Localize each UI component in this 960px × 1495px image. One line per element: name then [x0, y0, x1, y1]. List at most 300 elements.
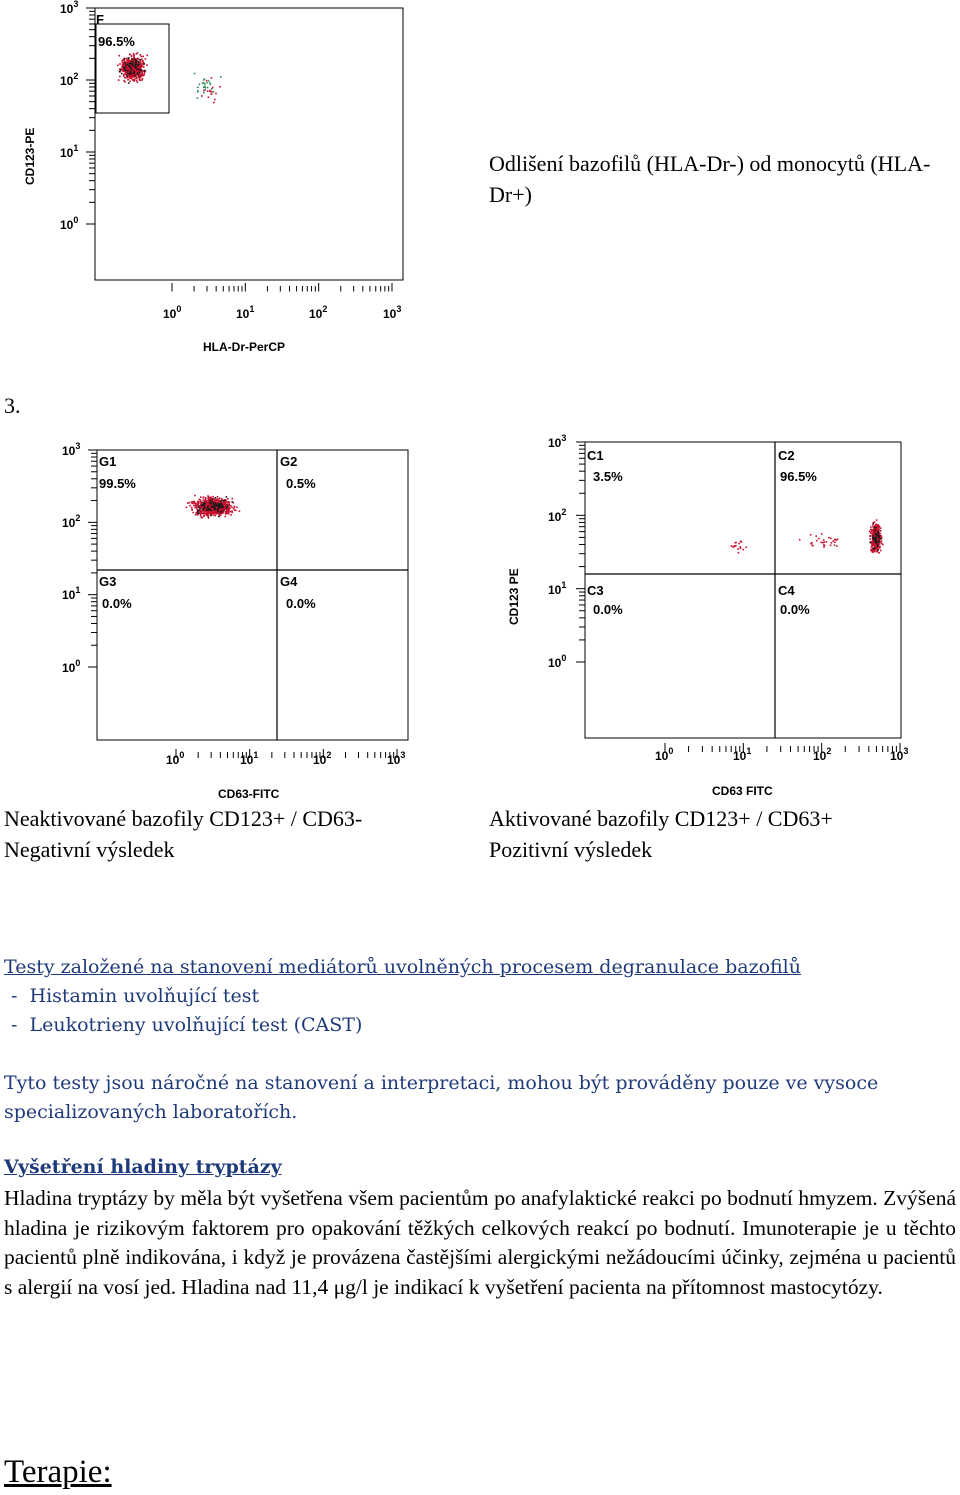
data-point [877, 544, 879, 546]
data-point [873, 544, 875, 546]
data-point [139, 72, 141, 74]
data-point [123, 74, 125, 76]
data-point [872, 533, 874, 535]
data-point [140, 62, 142, 64]
data-point [199, 508, 201, 510]
data-point [230, 505, 232, 507]
data-point [131, 61, 133, 63]
data-point [141, 69, 143, 71]
plot-top-y-tick-label: $10^1$ [60, 143, 79, 160]
therapy-heading: Terapie: [4, 1454, 112, 1490]
data-point [197, 512, 199, 514]
data-point [205, 497, 207, 499]
data-point [876, 519, 878, 521]
data-point [874, 537, 876, 539]
mediator-item: - Histamin uvolňující test [11, 985, 260, 1007]
data-point [198, 510, 200, 512]
data-point [124, 73, 126, 75]
data-point [820, 542, 822, 544]
data-point [226, 496, 228, 498]
data-point [799, 539, 801, 541]
plot-left-quadrant-label: G1 [99, 454, 117, 469]
plot-top [0, 0, 420, 360]
mediator-item-label: Leukotrieny uvolňující test (CAST) [29, 1014, 363, 1036]
data-point [206, 512, 208, 514]
plot-top-x-tick-label: $10^3$ [383, 304, 402, 321]
data-point [227, 498, 229, 500]
data-point [219, 505, 221, 507]
plot-right-y-tick-label: $10^0$ [548, 653, 567, 670]
caption-left [4, 803, 362, 865]
data-point [206, 509, 208, 511]
data-point [141, 56, 143, 58]
data-point [122, 70, 124, 72]
data-point [219, 513, 221, 515]
data-point [234, 509, 236, 511]
data-point [121, 62, 123, 64]
data-point [138, 64, 140, 66]
data-point [869, 538, 871, 540]
data-point [230, 511, 232, 513]
data-point [217, 501, 219, 503]
caption-right-line1: Aktivované bazofily CD123+ / CD63+ [489, 806, 833, 831]
data-point [123, 58, 125, 60]
data-point [197, 97, 199, 99]
plot-right-y-axis-label: CD123 PE [507, 568, 521, 625]
data-point [834, 539, 836, 541]
data-point [135, 63, 137, 65]
data-point [189, 505, 191, 507]
data-point [203, 82, 205, 84]
data-point [871, 546, 873, 548]
data-point [874, 530, 876, 532]
data-point [211, 499, 213, 501]
data-point [209, 90, 211, 92]
data-point [211, 93, 213, 95]
data-point [134, 75, 136, 77]
data-point [139, 69, 141, 71]
data-point [210, 509, 212, 511]
data-point [220, 509, 222, 511]
data-point [223, 512, 225, 514]
data-point [122, 68, 124, 70]
data-point [823, 544, 825, 546]
data-point [191, 501, 193, 503]
data-point [824, 542, 826, 544]
data-point [738, 552, 740, 554]
data-point [207, 90, 209, 92]
data-point [870, 526, 872, 528]
plot-top-y-tick-label: $10^2$ [60, 71, 79, 88]
data-point [735, 542, 737, 544]
data-point [219, 497, 221, 499]
data-point [131, 75, 133, 77]
data-point [201, 517, 203, 519]
plot-top-gate-percent: 96.5% [98, 34, 135, 49]
data-point [874, 525, 876, 527]
data-point [191, 507, 193, 509]
data-point [211, 501, 213, 503]
data-point [217, 508, 219, 510]
data-point [828, 537, 830, 539]
data-point [874, 540, 876, 542]
data-point [871, 549, 873, 551]
data-point [198, 503, 200, 505]
data-point [198, 499, 200, 501]
data-point [123, 63, 125, 65]
data-point [225, 499, 227, 501]
data-point [879, 535, 881, 537]
data-point [229, 504, 231, 506]
data-point [202, 513, 204, 515]
plot-right-quadrant-percent: 96.5% [780, 469, 817, 484]
data-point [198, 505, 200, 507]
data-point [826, 541, 828, 543]
data-point [200, 502, 202, 504]
data-point [875, 542, 877, 544]
data-point [194, 73, 196, 75]
data-point [131, 69, 133, 71]
data-point [738, 543, 740, 545]
data-point [229, 502, 231, 504]
caption-left-line2: Negativní výsledek [4, 837, 175, 862]
plot-left-x-tick-label: $10^0$ [166, 750, 185, 767]
data-point [120, 69, 122, 71]
data-point [876, 537, 878, 539]
data-point [218, 499, 220, 501]
data-point [203, 79, 205, 81]
plot-right-x-tick-label: $10^2$ [813, 746, 832, 763]
data-point [121, 73, 123, 75]
data-point [231, 512, 233, 514]
data-point [207, 513, 209, 515]
data-point [204, 507, 206, 509]
plot-left-x-axis-label: CD63-FITC [218, 787, 280, 801]
data-point [208, 501, 210, 503]
data-point [223, 510, 225, 512]
plot-top-y-tick-label: $10^3$ [60, 0, 79, 16]
data-point [127, 57, 129, 59]
data-point [221, 507, 223, 509]
data-point [136, 53, 138, 55]
mediator-note: Tyto testy jsou náročné na stanovení a interpretaci, mohou být prováděny pouze ve vysoce specializovaných laboratořích. [4, 1072, 879, 1123]
data-point [196, 508, 198, 510]
data-point [198, 502, 200, 504]
mediator-heading: Testy založené na stanovení mediátorů uvolněných procesem degranulace bazofilů [4, 956, 801, 978]
data-point [140, 79, 142, 81]
data-point [882, 544, 884, 546]
data-point [125, 70, 127, 72]
plot-right-x-axis-label: CD63 FITC [712, 784, 773, 798]
data-point [200, 496, 202, 498]
caption-right-line2: Pozitivní výsledek [489, 837, 653, 862]
data-point [873, 532, 875, 534]
data-point [130, 70, 132, 72]
data-point [208, 80, 210, 82]
data-point [124, 77, 126, 79]
data-point [133, 76, 135, 78]
data-point [144, 70, 146, 72]
data-point [745, 547, 747, 549]
data-point [878, 527, 880, 529]
data-point [823, 546, 825, 548]
data-point [134, 80, 136, 82]
data-point [136, 78, 138, 80]
plot-left-y-tick-label: $10^3$ [62, 441, 81, 458]
data-point [877, 537, 879, 539]
plot-right-x-tick-label: $10^0$ [655, 746, 674, 763]
data-point [231, 498, 233, 500]
data-point [217, 496, 219, 498]
data-point [877, 551, 879, 553]
data-point [815, 535, 817, 537]
data-point [220, 76, 222, 78]
data-point [879, 546, 881, 548]
data-point [227, 505, 229, 507]
data-point [139, 78, 141, 80]
data-point [877, 549, 879, 551]
plot-left-quadrant-percent: 0.5% [286, 476, 316, 491]
plot-top-y-tick-label: $10^0$ [60, 215, 79, 232]
plot-left-y-tick-label: $10^2$ [62, 513, 81, 530]
plot-right-quadrant-label: C1 [587, 448, 604, 463]
data-point [879, 543, 881, 545]
data-point [140, 59, 142, 61]
data-point [226, 502, 228, 504]
data-point [191, 503, 193, 505]
data-point [212, 502, 214, 504]
data-point [145, 58, 147, 60]
section-number: 3. [4, 393, 21, 418]
data-point [740, 541, 742, 543]
plot-right-y-tick-label: $10^1$ [548, 580, 567, 597]
data-point [136, 69, 138, 71]
data-point [215, 503, 217, 505]
data-point [208, 96, 210, 98]
data-point [870, 542, 872, 544]
data-point [873, 523, 875, 525]
data-point [197, 87, 199, 89]
plot-left-quadrant-percent: 99.5% [99, 476, 136, 491]
data-point [872, 541, 874, 543]
data-point [830, 538, 832, 540]
plot-top-x-axis-label: HLA-Dr-PerCP [203, 340, 286, 354]
data-point [740, 548, 742, 550]
plot-right-y-tick-label: $10^2$ [548, 507, 567, 524]
data-point [213, 503, 215, 505]
data-point [203, 502, 205, 504]
data-point [131, 63, 133, 65]
data-point [203, 92, 205, 94]
data-point [234, 507, 236, 509]
tryptase-heading: Vyšetření hladiny tryptázy [4, 1156, 282, 1178]
data-point [207, 87, 209, 89]
data-point [818, 538, 820, 540]
data-point [210, 515, 212, 517]
data-point [214, 499, 216, 501]
data-point [141, 79, 143, 81]
data-point [119, 63, 121, 65]
data-point [196, 507, 198, 509]
data-point [137, 82, 139, 84]
data-point [123, 75, 125, 77]
data-point [834, 545, 836, 547]
data-point [211, 88, 213, 90]
data-point [135, 67, 137, 69]
plot-top-x-tick-label: $10^2$ [309, 304, 328, 321]
data-point [213, 91, 215, 93]
data-point [132, 59, 134, 61]
data-point [877, 533, 879, 535]
data-point [127, 61, 129, 63]
data-point [214, 506, 216, 508]
data-point [142, 63, 144, 65]
data-point [131, 56, 133, 58]
data-point [119, 71, 121, 73]
data-point [739, 546, 741, 548]
data-point [214, 99, 216, 101]
data-point [207, 505, 209, 507]
data-point [239, 510, 241, 512]
data-point [131, 78, 133, 80]
data-point [130, 54, 132, 56]
plot-left-y-tick-label: $10^1$ [62, 585, 81, 602]
plot-right-y-tick-label: $10^3$ [548, 433, 567, 450]
data-point [195, 512, 197, 514]
data-point [208, 503, 210, 505]
data-point [133, 69, 135, 71]
tryptase-paragraph: Hladina tryptázy by měla být vyšetřena všem pacientům po anafylaktické reakci po bodnutí hmyzem. Zvýšená hladina je rizikovým faktorem pro opakování těžkých celkových reakcí po bodnutí. Imunoterapie je u těchto pacientů plně indikována, i když je provázena častějšími alergickými nežádoucími účinky, zejména u pacientů s alergií na vosí jed. Hladina nad 11,4 μg/l je indikací k vyšetření pacienta na přítomnost mastocytózy. [4, 1186, 956, 1299]
data-point [142, 60, 144, 62]
data-point [731, 545, 733, 547]
data-point [135, 60, 137, 62]
data-point [872, 526, 874, 528]
data-point [881, 536, 883, 538]
data-point [872, 535, 874, 537]
data-point [812, 545, 814, 547]
data-point [204, 512, 206, 514]
data-point [209, 503, 211, 505]
data-point [123, 65, 125, 67]
data-point [224, 499, 226, 501]
data-point [132, 64, 134, 66]
data-point [127, 70, 129, 72]
data-point [209, 497, 211, 499]
data-point [195, 514, 197, 516]
data-point [880, 538, 882, 540]
data-point [871, 529, 873, 531]
data-point [125, 58, 127, 60]
data-point [129, 81, 131, 83]
plot-right-quadrant-percent: 0.0% [593, 602, 623, 617]
data-point [810, 543, 812, 545]
data-point [142, 56, 144, 58]
data-point [822, 542, 824, 544]
data-point [140, 74, 142, 76]
data-point [870, 532, 872, 534]
data-point [218, 516, 220, 518]
data-point [227, 507, 229, 509]
data-point [122, 66, 124, 68]
data-point [210, 84, 212, 86]
data-point [876, 548, 878, 550]
plot-top-frame [95, 8, 403, 280]
plot-top-x-tick-label: $10^1$ [236, 304, 255, 321]
data-point [124, 62, 126, 64]
data-point [874, 527, 876, 529]
data-point [202, 508, 204, 510]
data-point [119, 76, 121, 78]
mediator-item: - Leukotrieny uvolňující test (CAST) [11, 1014, 363, 1036]
data-point [129, 65, 131, 67]
data-point [130, 75, 132, 77]
data-point [878, 540, 880, 542]
data-point [134, 78, 136, 80]
mediator-section [4, 953, 954, 1127]
data-point [125, 71, 127, 73]
data-point [212, 496, 214, 498]
data-point [143, 74, 145, 76]
plot-left-y-tick-label: $10^0$ [62, 658, 81, 675]
mediator-item-label: Histamin uvolňující test [29, 985, 260, 1007]
plot-left-quadrant-label: G3 [99, 574, 117, 589]
data-point [869, 535, 871, 537]
data-point [136, 75, 138, 77]
data-point [211, 77, 213, 79]
plot-left-x-tick-label: $10^1$ [240, 750, 259, 767]
data-point [834, 542, 836, 544]
data-point [877, 546, 879, 548]
data-point [734, 545, 736, 547]
data-point [133, 56, 135, 58]
plot-right-frame [585, 442, 901, 738]
data-point [204, 515, 206, 517]
data-point [203, 497, 205, 499]
data-point [216, 499, 218, 501]
plot-left-quadrant-percent: 0.0% [102, 596, 132, 611]
data-point [213, 102, 215, 104]
data-point [212, 87, 214, 89]
data-point [224, 502, 226, 504]
data-point [217, 513, 219, 515]
data-point [224, 516, 226, 518]
data-point [877, 535, 879, 537]
data-point [201, 505, 203, 507]
data-point [135, 58, 137, 60]
data-point [117, 65, 119, 67]
data-point [197, 91, 199, 93]
data-point [146, 64, 148, 66]
data-point [225, 513, 227, 515]
data-point [880, 530, 882, 532]
data-point [138, 76, 140, 78]
data-point [836, 545, 838, 547]
data-point [123, 80, 125, 82]
data-point [138, 61, 140, 63]
data-point [205, 500, 207, 502]
data-point [137, 72, 139, 74]
data-point [213, 512, 215, 514]
data-point [138, 58, 140, 60]
data-point [192, 512, 194, 514]
plot-left [0, 430, 430, 810]
data-point [197, 514, 199, 516]
data-point [127, 79, 129, 81]
data-point [203, 505, 205, 507]
data-point [874, 549, 876, 551]
data-point [878, 542, 880, 544]
plot-right [490, 430, 920, 810]
